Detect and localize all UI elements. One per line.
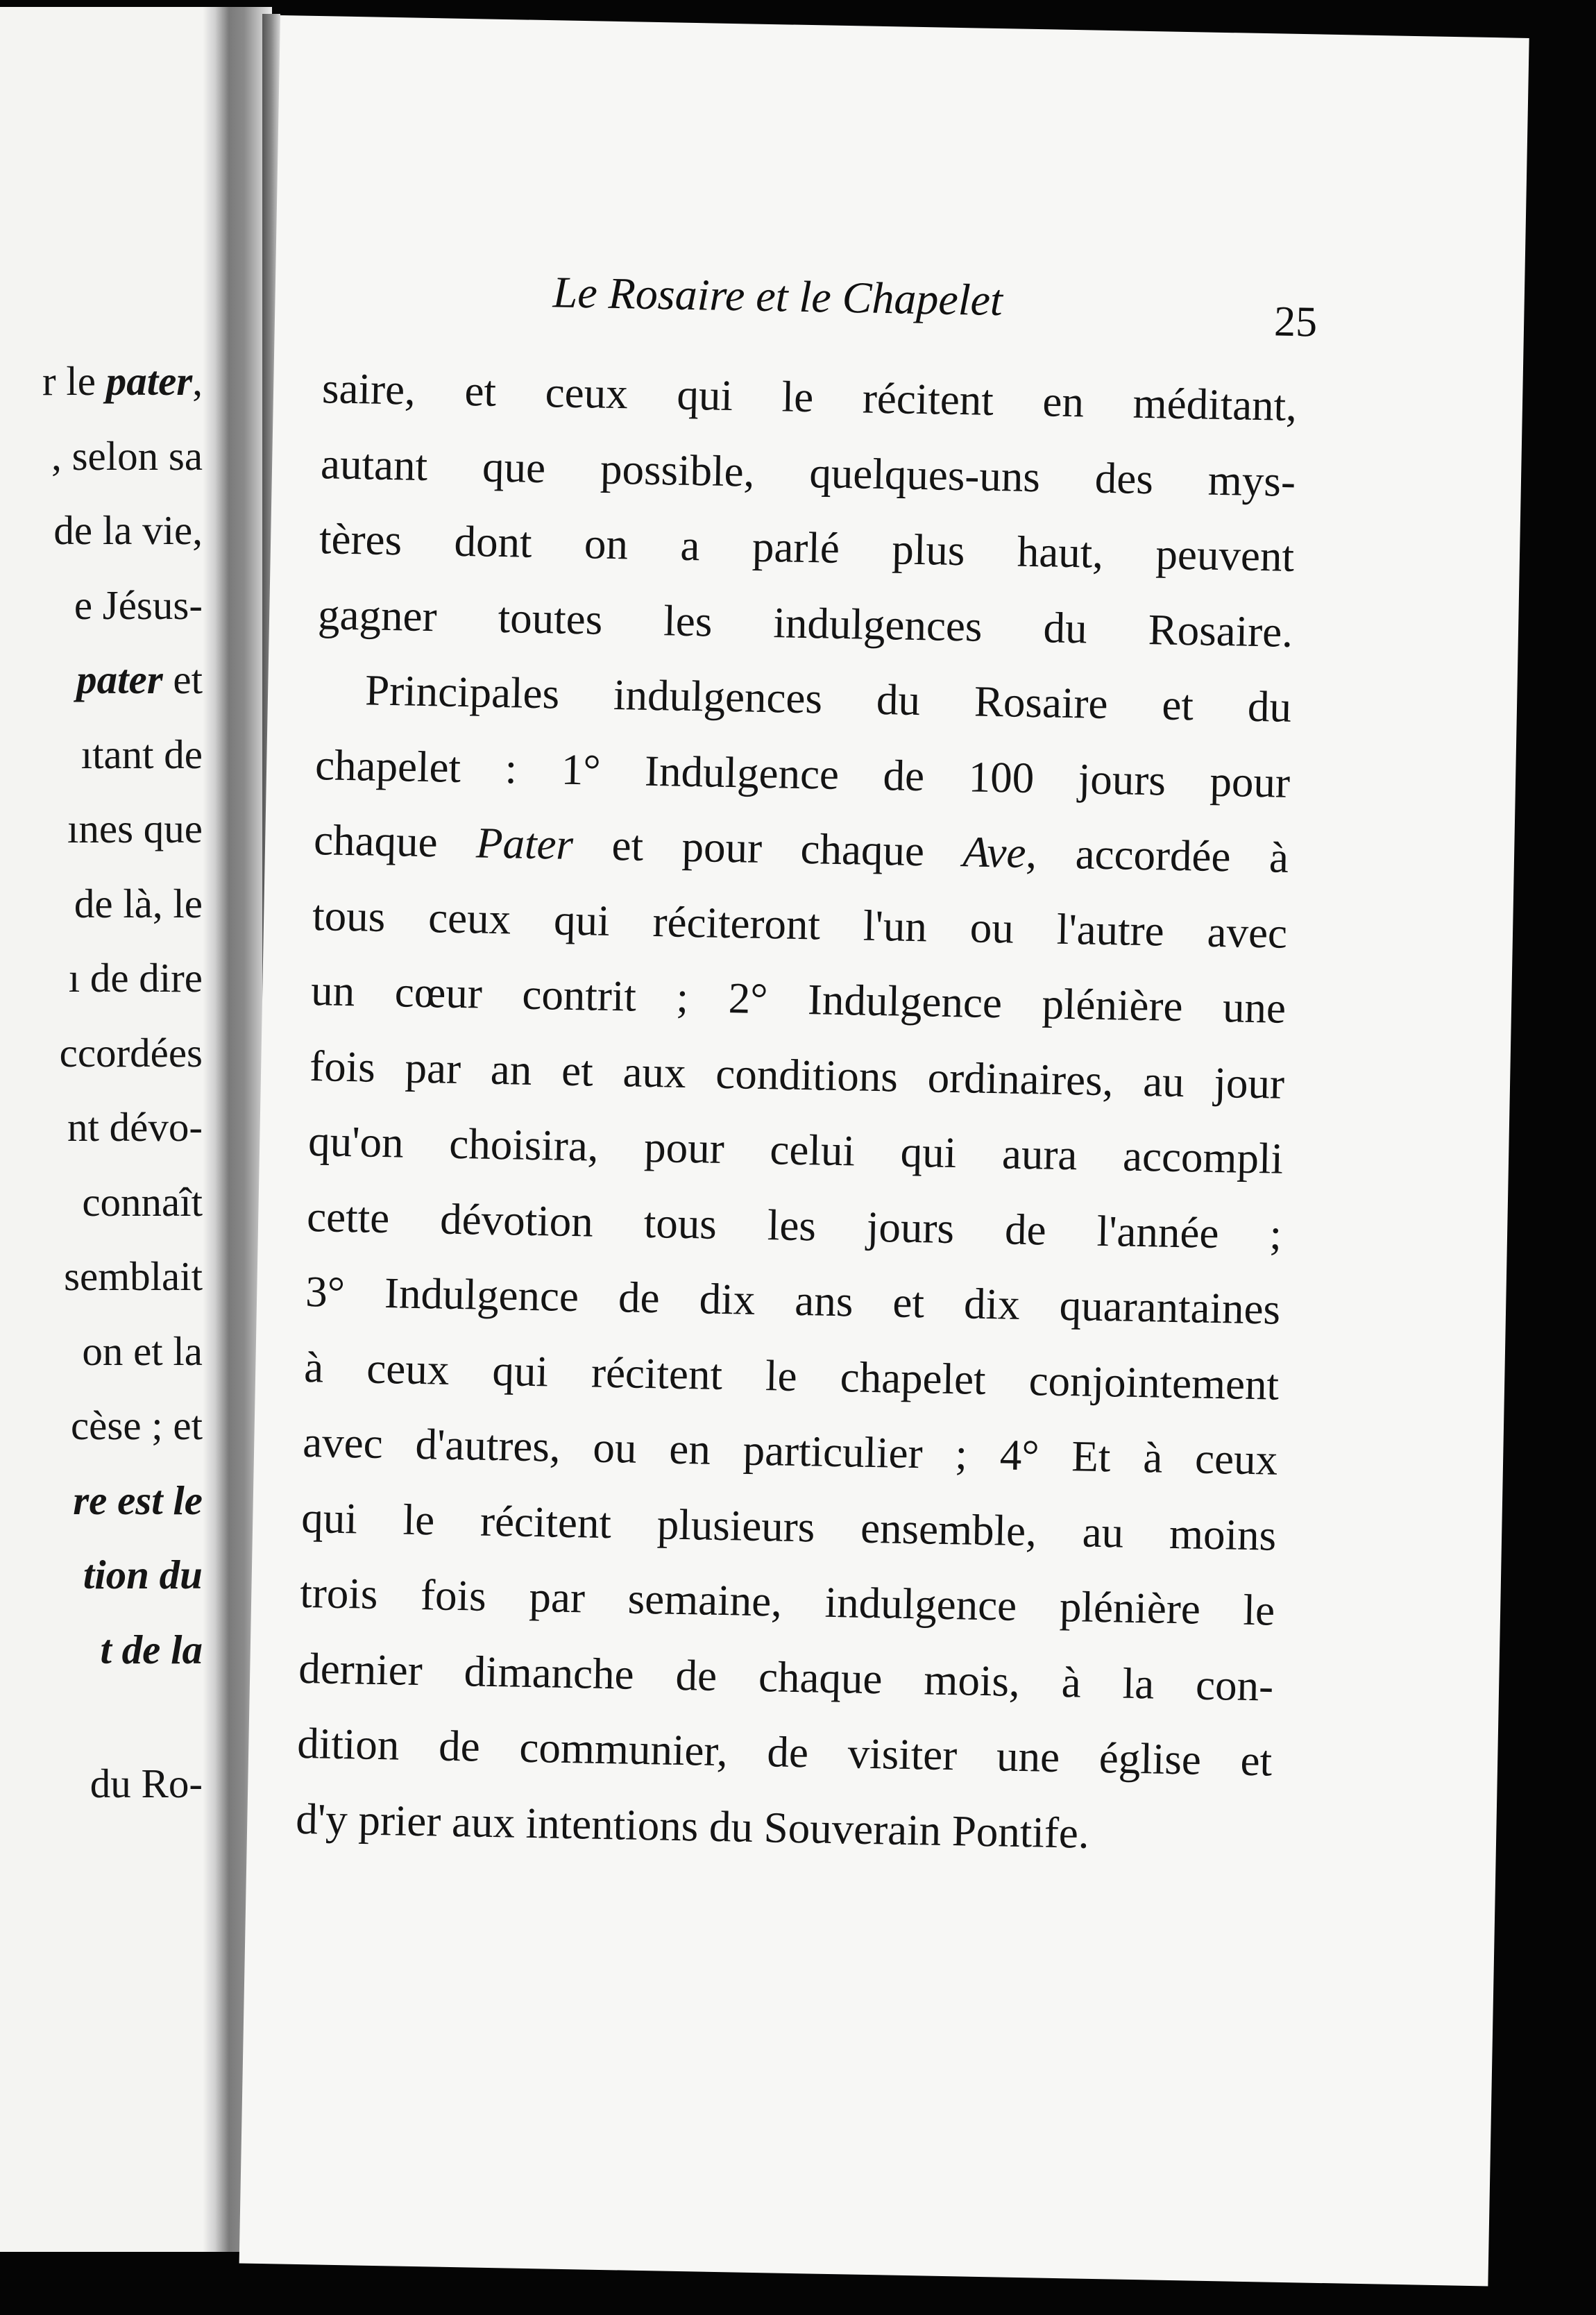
left-page-line [80,731,203,777]
body-line [302,1417,1278,1484]
body-text: avec d'autres, ou en particulier ; 4° Et à ceux [302,1417,1278,1484]
body-text: un cœur contrit ; 2° Indulgence plénière une [310,966,1287,1033]
right-page [239,15,1529,2286]
left-page-line [100,1626,203,1672]
left-page-line [76,656,203,702]
left-line-after: , [192,358,203,404]
body-text: qui le récitent plusieurs ensemble, au moins [300,1493,1277,1560]
left-line-text: ıtant de [80,731,203,777]
left-line-text: cèse ; et [71,1402,203,1448]
body-line [305,1266,1281,1334]
left-page-line [64,1253,203,1299]
body-line [314,740,1291,807]
left-page-line [67,808,203,849]
body-line [317,589,1293,656]
left-line-text: e Jésus- [74,582,203,628]
body-text: Principales indulgences du Rosaire et du [364,665,1292,731]
body-text: autant que possible, quelques-uns des mys- [320,439,1296,506]
body-text-italic: Pater [475,818,574,869]
body-text: , accordée à [1025,828,1289,882]
body-text: chaque [313,815,477,867]
body-line [364,665,1292,731]
left-page-line [59,1029,203,1076]
left-line-text: nt dévo- [67,1104,203,1150]
body-line [298,1643,1274,1711]
body-text: chapelet : 1° Indulgence de 100 jours pour [314,740,1291,807]
left-line-italic: pater [76,656,163,702]
body-text: et pour chaque [572,820,964,876]
left-line-text: on et la [82,1328,203,1374]
left-page-line [83,1554,203,1595]
left-line-after: et [162,656,203,702]
body-text: à ceux qui récitent le chapelet conjointement [303,1342,1280,1409]
body-text: fois par an et aux conditions ordinaires, au jour [309,1041,1285,1108]
body-line [306,1192,1282,1259]
body-line [308,1119,1284,1181]
left-page-line [67,1104,203,1150]
body-text: dition de communier, de visiter une église et [296,1718,1273,1786]
body-text: trois fois par semaine, indulgence plénière le [299,1568,1275,1635]
body-line [312,890,1288,958]
page-number: 25 [1273,298,1318,346]
body-line [303,1342,1280,1409]
body-line [320,439,1296,506]
body-text: d'y prier aux intentions du Souverain Pontife. [295,1794,1090,1858]
body-text-italic: Ave [962,827,1027,877]
body-text: dernier dimanche de chaque mois, à la con- [298,1643,1274,1711]
left-line-text: ınes que [67,806,203,851]
left-line-text: de là, le [74,880,203,926]
body-line [296,1718,1273,1786]
left-page-line [53,507,203,553]
body-text: saire, et ceux qui le récitent en méditant, [321,364,1298,430]
body-line [313,815,1289,882]
body-line [319,514,1295,581]
running-head: Le Rosaire et le Chapelet [552,267,1003,325]
left-page-line [73,1477,203,1523]
body-line [295,1794,1271,1858]
left-line-italic: re est le [73,1477,203,1523]
left-line-italic: pater [105,358,193,404]
body-text: qu'on choisira, pour celui qui aura accompli [307,1117,1284,1183]
body-text: 3° Indulgence de dix ans et dix quarantaines [305,1266,1281,1334]
left-page-line [74,582,203,628]
left-line-text: r le [42,358,106,404]
left-line-italic: tion du [83,1552,203,1597]
left-line-text: connaît [82,1178,203,1225]
body-line [310,966,1287,1033]
left-line-text: semblait [64,1253,203,1299]
left-line-text: , selon sa [51,432,203,479]
body-line [299,1568,1275,1635]
left-line-text: ccordées [59,1029,203,1076]
body-line [309,1041,1285,1108]
left-page-line [82,1328,203,1374]
body-text: tères dont on a parlé plus haut, peuvent [319,514,1295,581]
left-page-line [90,1763,203,1804]
body-line [322,366,1298,428]
left-page-line [82,1178,203,1225]
left-page-line [74,880,203,926]
left-page-line [42,358,203,404]
left-line-text: de la vie, [53,507,203,553]
left-page-line [68,955,203,1001]
body-line [300,1493,1277,1560]
left-page-line [51,432,203,479]
left-line-text: du Ro- [90,1761,203,1806]
body-text: tous ceux qui réciteront l'un ou l'autre avec [312,890,1288,958]
left-page-line [71,1402,203,1448]
body-text: cette dévotion tous les jours de l'année ; [306,1192,1282,1259]
left-line-italic: t de la [100,1626,203,1672]
left-line-text: ı de dire [68,955,203,1001]
body-text: gagner toutes les indulgences du Rosaire. [317,589,1293,656]
